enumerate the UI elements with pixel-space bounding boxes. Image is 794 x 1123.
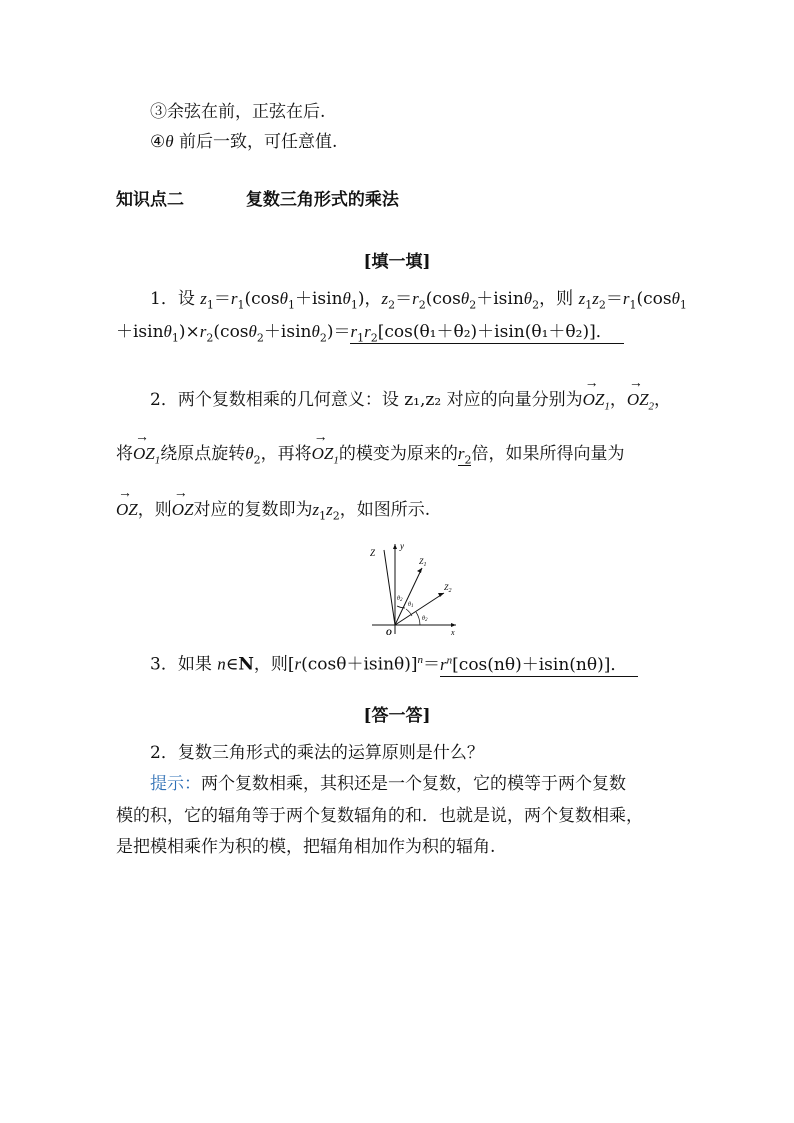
label-theta2-bottom: θ2	[422, 616, 428, 623]
section-label: 知识点二	[116, 190, 184, 210]
label-y: y	[400, 541, 404, 551]
vector-oz1-arrow	[417, 568, 422, 573]
hint-line-1: 提示：两个复数相乘，其积还是一个复数，它的模等于两个复数	[150, 774, 626, 794]
label-theta2-top: θ2	[397, 596, 403, 603]
section-title: 复数三角形式的乘法	[245, 190, 399, 210]
paragraph-2-line-2: 将→ $OZ_1$绕原点旋转$\theta_2$，再将→ $OZ_1$的模变为原来的$r_2$倍，如果所得向量为	[116, 440, 624, 474]
item-4: ④θ 前后一致，可任意值.	[150, 132, 338, 152]
label-z2: $Z_2$	[444, 583, 452, 594]
paragraph-2-line-3: → OZ，则→ OZ对应的复数即为$z_1z_2$，如图所示.	[116, 496, 430, 530]
item-3: ③余弦在前，正弦在后.	[150, 102, 326, 122]
label-z: Z	[370, 548, 376, 558]
question: 2．复数三角形式的乘法的运算原则是什么？	[150, 743, 484, 763]
vector-oz: → OZ	[116, 496, 138, 524]
hint-line-2: 模的积，它的辐角等于两个复数辐角的和．也就是说，两个复数相乘，	[116, 806, 643, 826]
y-axis-arrow	[393, 544, 397, 549]
paragraph-1-line-1: 1．设 $z_1=r_1(\cos\theta_1+isin\theta_1)$，$z_2=r_2(\cos\theta_2+isin\theta_2$，则 $z_1z_2=r_1(\cos\theta_1$	[150, 289, 687, 312]
answer-blank-1: $r_1r_2[\cos(\theta_1+\theta_2)+isin(\theta_1+\theta_2)]$．	[350, 322, 623, 344]
angle-arc-theta1	[406, 609, 412, 616]
vector-oz2: → $OZ_2$	[627, 386, 654, 420]
vector-oz: → OZ	[172, 496, 194, 524]
angle-arc-theta2-bottom	[416, 612, 420, 625]
fill-heading: [填一填]	[363, 252, 431, 272]
answer-heading: [答一答]	[363, 706, 431, 726]
label-x: x	[451, 628, 455, 637]
hint-label: 提示：	[150, 774, 201, 794]
paragraph-1-line-2: $+isin\theta_1)\times r_2(\cos\theta_2+isin\theta_2)=r_1r_2[\cos(\theta_1+\theta_2)+isin(\theta_1+\theta_2)]$．	[116, 318, 624, 352]
answer-blank-2: $r_2$	[457, 444, 472, 467]
label-theta1: θ1	[408, 602, 414, 609]
section-heading	[116, 186, 399, 214]
hint-line-3: 是把模相乘作为积的模，把辐角相加作为积的辐角.	[116, 837, 496, 857]
x-axis-arrow	[451, 623, 456, 627]
label-origin: O	[386, 628, 392, 637]
rotation-diagram	[364, 540, 464, 640]
vector-oz1: → $OZ_1$	[312, 440, 339, 474]
vector-oz-line	[384, 550, 395, 625]
paragraph-3: 3．如果 n∈N，则$[r(\cos\theta+isin\theta)]^n=r^n[\cos(n\theta)+isin(n\theta)]$．	[150, 646, 638, 679]
answer-blank-3: $r^n[\cos(n\theta)+isin(n\theta)]$．	[440, 655, 638, 677]
vector-oz1: → $OZ_1$	[583, 386, 610, 420]
paragraph-2-line-1: 2．两个复数相乘的几何意义：设 z₁,z₂ 对应的向量分别为→ $OZ_1$，→ $OZ_2$，	[150, 386, 671, 420]
label-z1: $Z_1$	[419, 557, 427, 568]
vector-oz1: → $OZ_1$	[133, 440, 160, 474]
